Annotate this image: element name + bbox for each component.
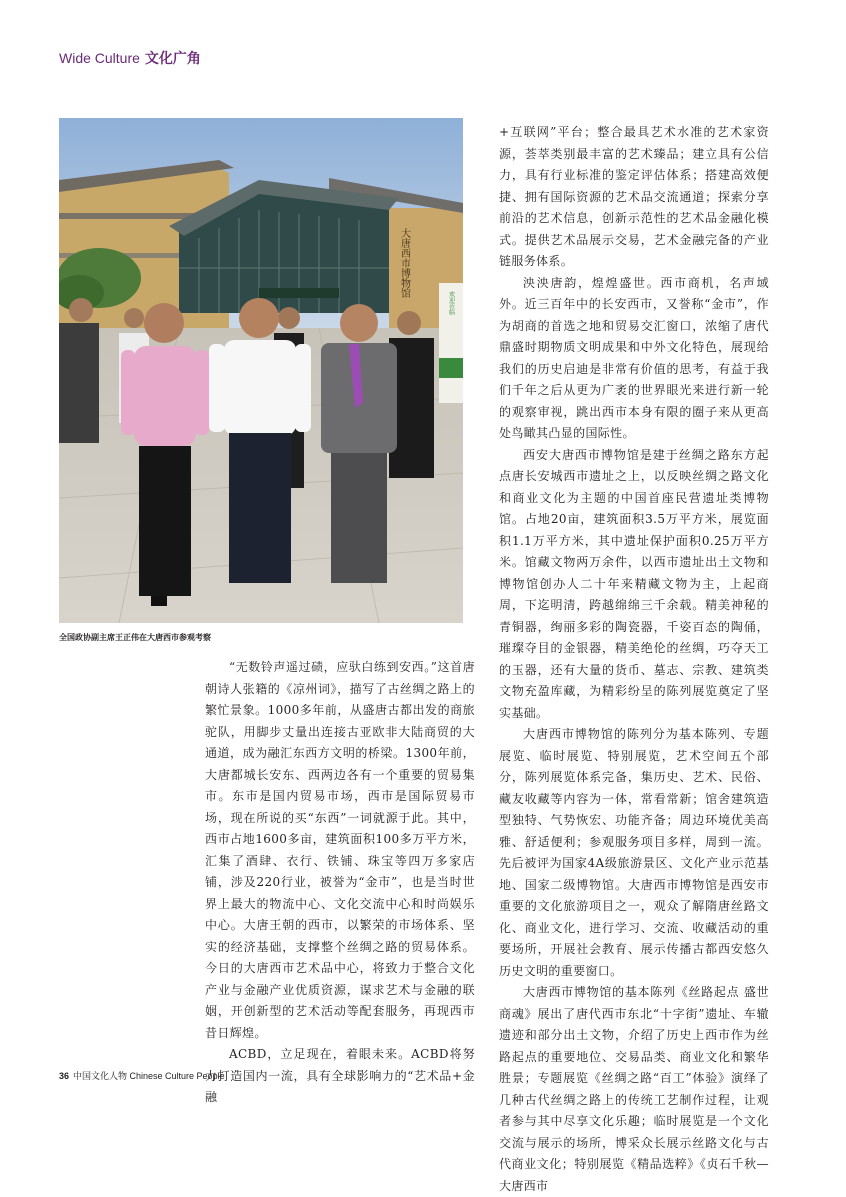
page-footer — [59, 1069, 225, 1082]
museum-sign: 大唐西市博物馆 — [398, 228, 410, 298]
paragraph: ACBD，立足现在，着眼未来。ACBD将努力打造国内一流，具有全球影响力的“艺术品+金融 — [205, 1047, 475, 1104]
paragraph: 泱泱唐韵，煌煌盛世。西市商机，名声域外。近三百年中的长安西市，又誉称“金市”，作为胡商的首选之地和贸易交汇窗口，浓缩了唐代鼎盛时期物质文明成果和中外文化特色，展现给我们的历史启迪是非常有价值的思考，有益于我们千年之后从更为广袤的世界眼光来进行新一轮的观察审视，跳出西市本身有限的圈子来从更高处鸟瞰其凸显的国际性。 — [499, 275, 769, 440]
photo-caption: 全国政协副主席王正伟在大唐西市参观考察 — [59, 633, 211, 642]
paragraph: 西安大唐西市博物馆是建于丝绸之路东方起点唐长安城西市遗址之上，以反映丝绸之路文化和商业文化为主题的中国首座民营遗址类博物馆。占地20亩，建筑面积3.5万平方米，展览面积1.1万平方米，其中遗址保护面积0.25万平方米。馆藏文物两万余件，以西市遗址出土文物和博物馆创办人二十年来精藏文物为主，上起商周，下迄明清，跨越绵绵三千余载。精美神秘的青铜器，绚丽多彩的陶瓷器，千姿百态的陶俑，璀璨夺目的金银器，精美绝伦的丝绸，巧夺天工的玉器，还有大量的货币、墓志、宗教、建筑类文物充盈库藏，为精彩纷呈的陈列展览奠定了坚实基础。 — [499, 447, 769, 720]
paragraph: +互联网”平台；整合最具艺术水准的艺术家资源，荟萃类别最丰富的艺术臻品；建立具有公信力，具有行业标准的鉴定评估体系；搭建高效便捷、拥有国际资源的艺术品交流通道；探索分享前沿的艺术信息，创新示范性的艺术品金融化模式。提供艺术品展示交易，艺术金融完备的产业链服务体系。 — [499, 125, 769, 268]
article-column-left — [205, 657, 475, 1109]
paragraph: “无数铃声遥过碛，应驮白练到安西。”这首唐朝诗人张籍的《凉州词》，描写了古丝绸之路上的繁忙景象。1000多年前，从盛唐古都出发的商旅驼队，用脚步丈量出连接古亚欧非大陆商贸的大通道，成为融汇东西方文明的桥梁。1300年前，大唐都城长安东、西两边各有一个重要的贸易集市。东市是国内贸易市场，西市是国际贸易市场，现在所说的买“东西”一词就源于此。其中，西市占地1600多亩，建筑面积100多万平方米，汇集了酒肆、衣行、铁铺、珠宝等四万多家店铺，涉及220行业，被誉为“金市”，也是当时世界上最大的物流中心、文化交流中心和时尚娱乐中心。大唐王朝的西市，以繁荣的市场体系、坚实的经济基础，支撑整个丝绸之路的贸易体系。今日的大唐西市艺术品中心，将致力于整合文化产业与金融产业优质资源，谋求艺术与金融的联姻，开创新型的艺术活动等配套服务，再现西市昔日辉煌。 — [205, 660, 475, 1040]
welcome-board-text: 欢迎莅临 — [447, 291, 455, 315]
event-photo — [59, 118, 463, 623]
article-column-right — [499, 122, 769, 1197]
page-number: 36 — [59, 1071, 70, 1081]
section-title-en: Wide Culture — [59, 50, 140, 66]
paragraph: 大唐西市博物馆的陈列分为基本陈列、专题展览、临时展览、特别展览，艺术空间五个部分，陈列展览体系完备，集历史、艺术、民俗、藏友收藏等内容为一体，常看常新；馆舍建筑造型独特、气势恢宏、功能齐备；周边环境优美高雅、舒适便利；参观服务项目多样，周到一流。先后被评为国家4A级旅游景区、文化产业示范基地、国家二级博物馆。大唐西市博物馆是西安市重要的文化旅游项目之一，观众了解隋唐丝路文化、商业文化，进行学习、交流、收藏活动的重要场所，开展社会教育、展示传播古都西安悠久历史文明的重要窗口。 — [499, 727, 769, 978]
paragraph: 大唐西市博物馆的基本陈列《丝路起点 盛世商魂》展出了唐代西市东北“十字街”遗址、车辙遗迹和部分出土文物，介绍了历史上西市作为丝路起点的重要地位、交易品类、商业文化和繁华胜景；专题展览《丝绸之路“百工”体验》演绎了几种古代丝绸之路上的传统工艺制作过程，让观者参与其中尽享文化乐趣；临时展览是一个文化交流与展示的场所，博采众长展示丝路文化与古代商业文化；特别展览《精品选粹》《贞石千秋—大唐西市 — [499, 985, 769, 1193]
section-title-cn: 文化广角 — [144, 50, 201, 66]
section-header — [59, 48, 201, 68]
publication-name: 中国文化人物 Chinese Culture People — [73, 1071, 225, 1081]
